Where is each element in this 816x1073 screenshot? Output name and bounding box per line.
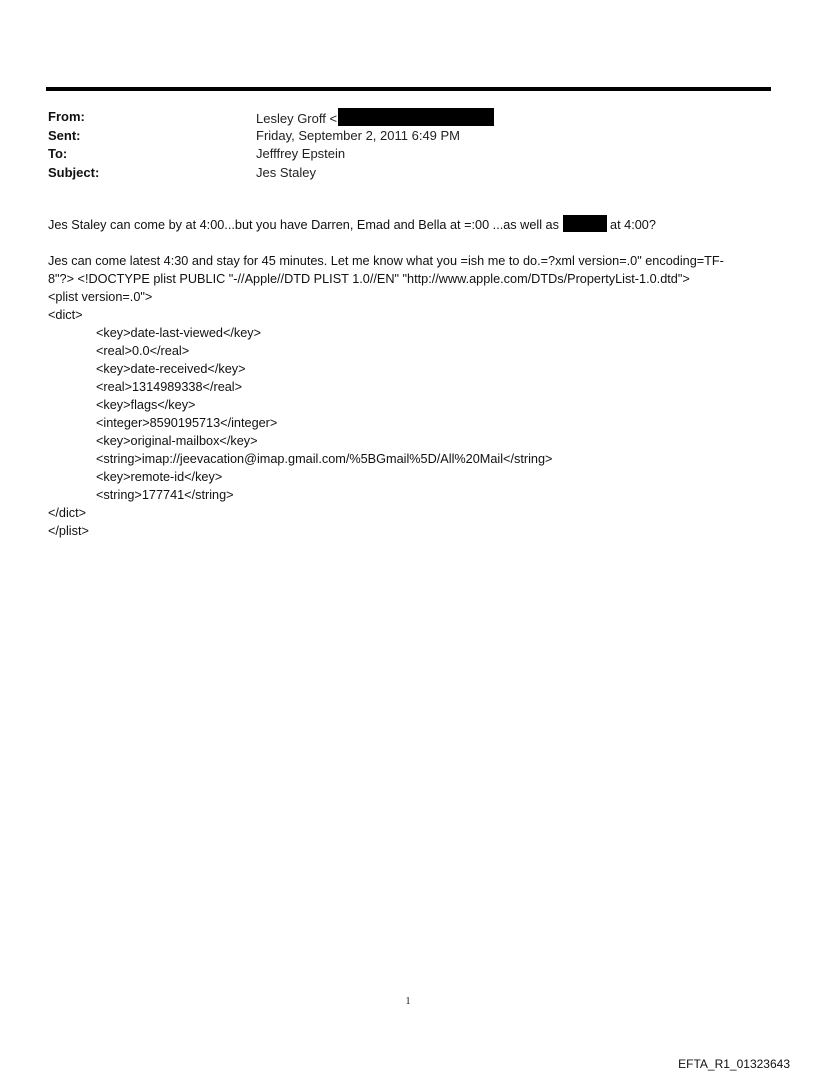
from-value — [256, 108, 494, 129]
sent-value: Friday, September 2, 2011 6:49 PM — [256, 127, 461, 143]
body-line: Jes can come latest 4:30 and stay for 45 minutes. Let me know what you =ish me to do.=?xml version=.0" encoding=TF- — [48, 254, 724, 268]
dict-line: <key>flags</key> — [96, 398, 196, 412]
plist-close: </plist> — [48, 524, 89, 538]
page-number: 1 — [405, 996, 411, 1007]
redaction-box — [563, 215, 607, 232]
sent-label: Sent: — [48, 127, 81, 143]
p1-text-after: at 4:00? — [610, 218, 656, 232]
p1-text-before: Jes Staley can come by at 4:00...but you have Darren, Emad and Bella at =:00 ...as well as — [48, 218, 559, 232]
dict-line: <string>177741</string> — [96, 488, 234, 502]
to-value: Jefffrey Epstein — [256, 146, 346, 161]
subject-label: Subject: — [48, 164, 100, 180]
email-body — [48, 215, 773, 540]
header-rule — [46, 87, 771, 91]
dict-line: <key>remote-id</key> — [96, 470, 223, 484]
dict-line: <key>original-mailbox</key> — [96, 434, 258, 448]
dict-line: <real>1314989338</real> — [96, 380, 243, 394]
body-paragraph-1 — [48, 215, 773, 234]
dict-open: <dict> — [48, 308, 83, 322]
dict-line: <real>0.0</real> — [96, 344, 190, 358]
dict-line: <key>date-last-viewed</key> — [96, 326, 262, 340]
dict-line: <key>date-received</key> — [96, 362, 246, 376]
dict-line: <string>imap://jeevacation@imap.gmail.com/%5BGmail%5D/All%20Mail</string> — [96, 452, 553, 466]
body-line: 8"?> <!DOCTYPE plist PUBLIC "-//Apple//DTD PLIST 1.0//EN" "http://www.apple.com/DTDs/PropertyList-1.0.dtd"> — [48, 272, 690, 286]
redaction-box — [338, 108, 494, 126]
dict-close: </dict> — [48, 506, 87, 520]
plist-open: <plist version=.0"> — [48, 290, 153, 304]
from-name: Lesley Groff < — [256, 111, 338, 126]
to-label: To: — [48, 146, 68, 161]
from-label: From: — [48, 109, 85, 124]
dict-line: <integer>8590195713</integer> — [96, 416, 278, 430]
subject-value: Jes Staley — [256, 164, 316, 180]
bates-number: EFTA_R1_01323643 — [678, 1057, 790, 1071]
